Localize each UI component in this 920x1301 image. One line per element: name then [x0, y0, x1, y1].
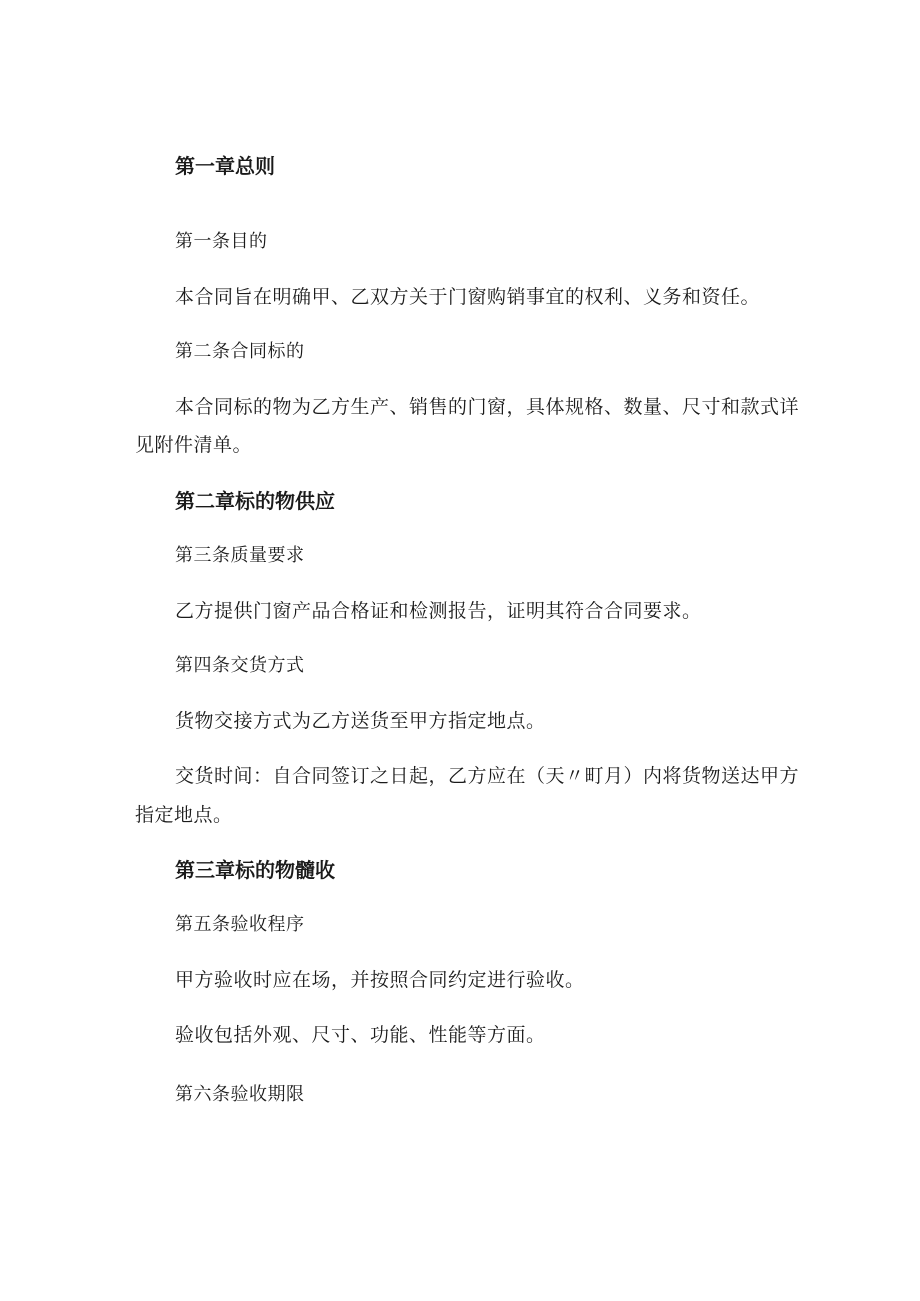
chapter-2-title: 第二章标的物供应	[175, 489, 335, 513]
chapter-1-title: 第一章总则	[175, 154, 275, 178]
article-1-text: 本合同旨在明确甲、乙双方关于门窗购销事宜的权利、义务和资任。	[175, 286, 761, 308]
article-6-title: 第六条验收期限	[175, 1084, 305, 1105]
article-3-title: 第三条质量要求	[175, 545, 305, 566]
article-4-text-2-line-1: 交货时间：自合同签订之日起，乙方应在（天〃町月）内将货物送达甲方	[175, 765, 800, 787]
article-5-title: 第五条验收程序	[175, 914, 305, 935]
chapter-3-title: 第三章标的物髓收	[175, 858, 335, 882]
article-5-text-1: 甲方验收时应在场，并按照合同约定进行验收。	[175, 969, 585, 991]
article-2-text-line-2: 见附件清单。	[135, 434, 253, 456]
article-3-text: 乙方提供门窗产品合格证和检测报告，证明其符合合同要求。	[175, 600, 702, 622]
article-4-text-1: 货物交接方式为乙方送货至甲方指定地点。	[175, 710, 546, 732]
article-4-title: 第四条交货方式	[175, 655, 305, 676]
article-4-text-2-line-2: 指定地点。	[135, 804, 233, 826]
article-2-title: 第二条合同标的	[175, 341, 305, 362]
article-2-text-line-1: 本合同标的物为乙方生产、销售的门窗，具体规格、数量、尺寸和款式详	[175, 396, 800, 418]
article-5-text-2: 验收包括外观、尺寸、功能、性能等方面。	[175, 1024, 546, 1046]
article-1-title: 第一条目的	[175, 231, 268, 252]
